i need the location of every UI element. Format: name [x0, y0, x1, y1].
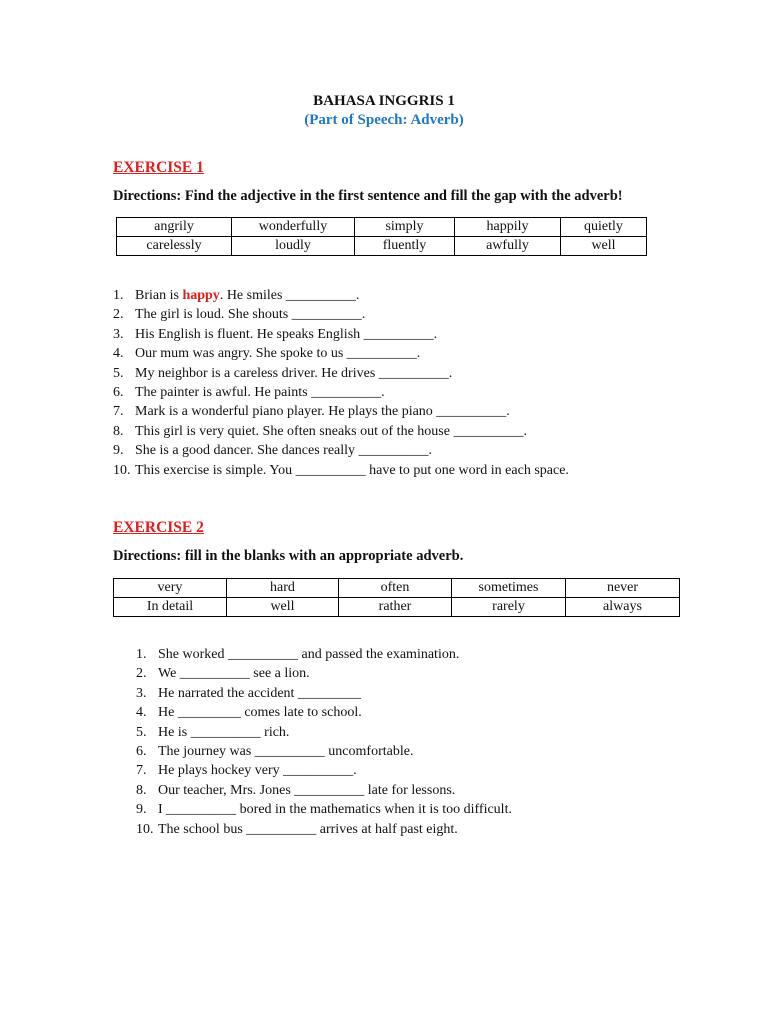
item-text: Brian is	[135, 288, 183, 303]
word-bank-cell: rather	[339, 598, 452, 617]
item-text: She worked __________ and passed the examination.	[158, 647, 460, 662]
exercise1-heading: EXERCISE 1	[113, 159, 204, 176]
exercise2-directions: Directions: fill in the blanks with an appropriate adverb.	[113, 548, 464, 564]
item-number: 5.	[113, 365, 124, 381]
item-number: 9.	[136, 802, 147, 818]
item-text: Mark is a wonderful piano player. He plays the piano __________.	[135, 404, 510, 420]
exercise-item	[113, 422, 569, 441]
exercise-item	[136, 761, 512, 780]
word-bank-cell: sometimes	[452, 579, 566, 598]
item-number: 10.	[136, 821, 154, 837]
item-number: 10.	[113, 462, 131, 478]
item-number: 3.	[136, 685, 147, 701]
exercise-item	[113, 461, 569, 480]
word-bank-cell: In detail	[114, 598, 227, 617]
word-bank-cell: loudly	[232, 237, 355, 256]
exercise-item	[136, 723, 512, 742]
word-bank-cell: angrily	[117, 218, 232, 237]
item-number: 5.	[136, 724, 147, 740]
word-bank-cell: happily	[455, 218, 561, 237]
word-bank-cell: very	[114, 579, 227, 598]
item-text: He is __________ rich.	[158, 724, 290, 740]
item-text: My neighbor is a careless driver. He drives __________.	[135, 365, 453, 381]
highlighted-adjective: happy	[182, 288, 220, 303]
exercise-item	[136, 781, 512, 800]
item-text: I __________ bored in the mathematics when it is too difficult.	[158, 802, 512, 818]
exercise-item	[136, 664, 512, 683]
item-text: This girl is very quiet. She often sneaks out of the house __________.	[135, 423, 527, 439]
word-bank-cell: always	[566, 598, 680, 617]
word-bank-cell: quietly	[561, 218, 647, 237]
word-bank-row	[117, 237, 647, 256]
item-number: 6.	[113, 384, 124, 400]
exercise1-directions: Directions: Find the adjective in the first sentence and fill the gap with the adverb!	[113, 188, 623, 204]
exercise-item	[113, 441, 569, 460]
item-text: We __________ see a lion.	[158, 666, 310, 682]
word-bank-cell: fluently	[355, 237, 455, 256]
exercise-item	[136, 703, 512, 722]
exercise-item	[136, 820, 512, 839]
item-number: 8.	[113, 423, 124, 439]
item-text: He _________ comes late to school.	[158, 705, 362, 721]
item-number: 9.	[113, 443, 124, 459]
exercise-item	[113, 305, 569, 324]
item-number: 3.	[113, 326, 124, 342]
word-bank-cell: simply	[355, 218, 455, 237]
item-text: His English is fluent. He speaks English __________.	[135, 326, 438, 342]
exercise2-heading: EXERCISE 2	[113, 519, 204, 536]
exercise1-list	[113, 286, 569, 480]
exercise-item	[113, 402, 569, 421]
word-bank-cell: well	[227, 598, 339, 617]
word-bank-cell: wonderfully	[232, 218, 355, 237]
item-text: Our teacher, Mrs. Jones __________ late for lessons.	[158, 782, 456, 798]
item-number: 6.	[136, 743, 147, 759]
exercise2-word-bank	[113, 578, 680, 617]
item-number: 2.	[136, 666, 147, 682]
exercise-item	[113, 344, 569, 363]
item-text: He plays hockey very __________.	[158, 763, 357, 779]
word-bank-cell: carelessly	[117, 237, 232, 256]
exercise-item	[113, 364, 569, 383]
item-number: 7.	[113, 404, 124, 420]
word-bank-row	[114, 579, 680, 598]
item-number: 7.	[136, 763, 147, 779]
word-bank-cell: rarely	[452, 598, 566, 617]
item-text: The girl is loud. She shouts __________.	[135, 307, 366, 323]
exercise-item	[113, 325, 569, 344]
word-bank-row	[114, 598, 680, 617]
word-bank-cell: hard	[227, 579, 339, 598]
item-text: The journey was __________ uncomfortable.	[158, 743, 414, 759]
item-number: 2.	[113, 307, 124, 323]
page-title: BAHASA INGGRIS 1	[313, 93, 455, 109]
exercise2-list	[136, 645, 512, 839]
word-bank-cell: well	[561, 237, 647, 256]
exercise1-word-bank	[116, 217, 647, 256]
item-text: This exercise is simple. You __________ have to put one word in each space.	[135, 462, 569, 478]
item-number: 1.	[113, 288, 124, 303]
word-bank-cell: awfully	[455, 237, 561, 256]
exercise-item	[136, 645, 512, 664]
page-subtitle: (Part of Speech: Adverb)	[304, 112, 464, 128]
exercise-item	[136, 800, 512, 819]
item-text: . He smiles __________.	[219, 288, 360, 303]
word-bank-cell: often	[339, 579, 452, 598]
item-text: She is a good dancer. She dances really __________.	[135, 443, 433, 459]
item-number: 4.	[113, 346, 124, 362]
word-bank-cell: never	[566, 579, 680, 598]
exercise-item	[136, 742, 512, 761]
exercise-item	[113, 383, 569, 402]
word-bank-row	[117, 218, 647, 237]
item-number: 8.	[136, 782, 147, 798]
item-text: He narrated the accident _________	[158, 685, 361, 701]
item-text: Our mum was angry. She spoke to us __________.	[135, 346, 421, 362]
item-text: The school bus __________ arrives at half past eight.	[158, 821, 458, 837]
exercise-item	[136, 684, 512, 703]
item-number: 4.	[136, 705, 147, 721]
item-number: 1.	[136, 647, 147, 662]
item-text: The painter is awful. He paints __________.	[135, 384, 385, 400]
exercise-item	[113, 286, 569, 305]
